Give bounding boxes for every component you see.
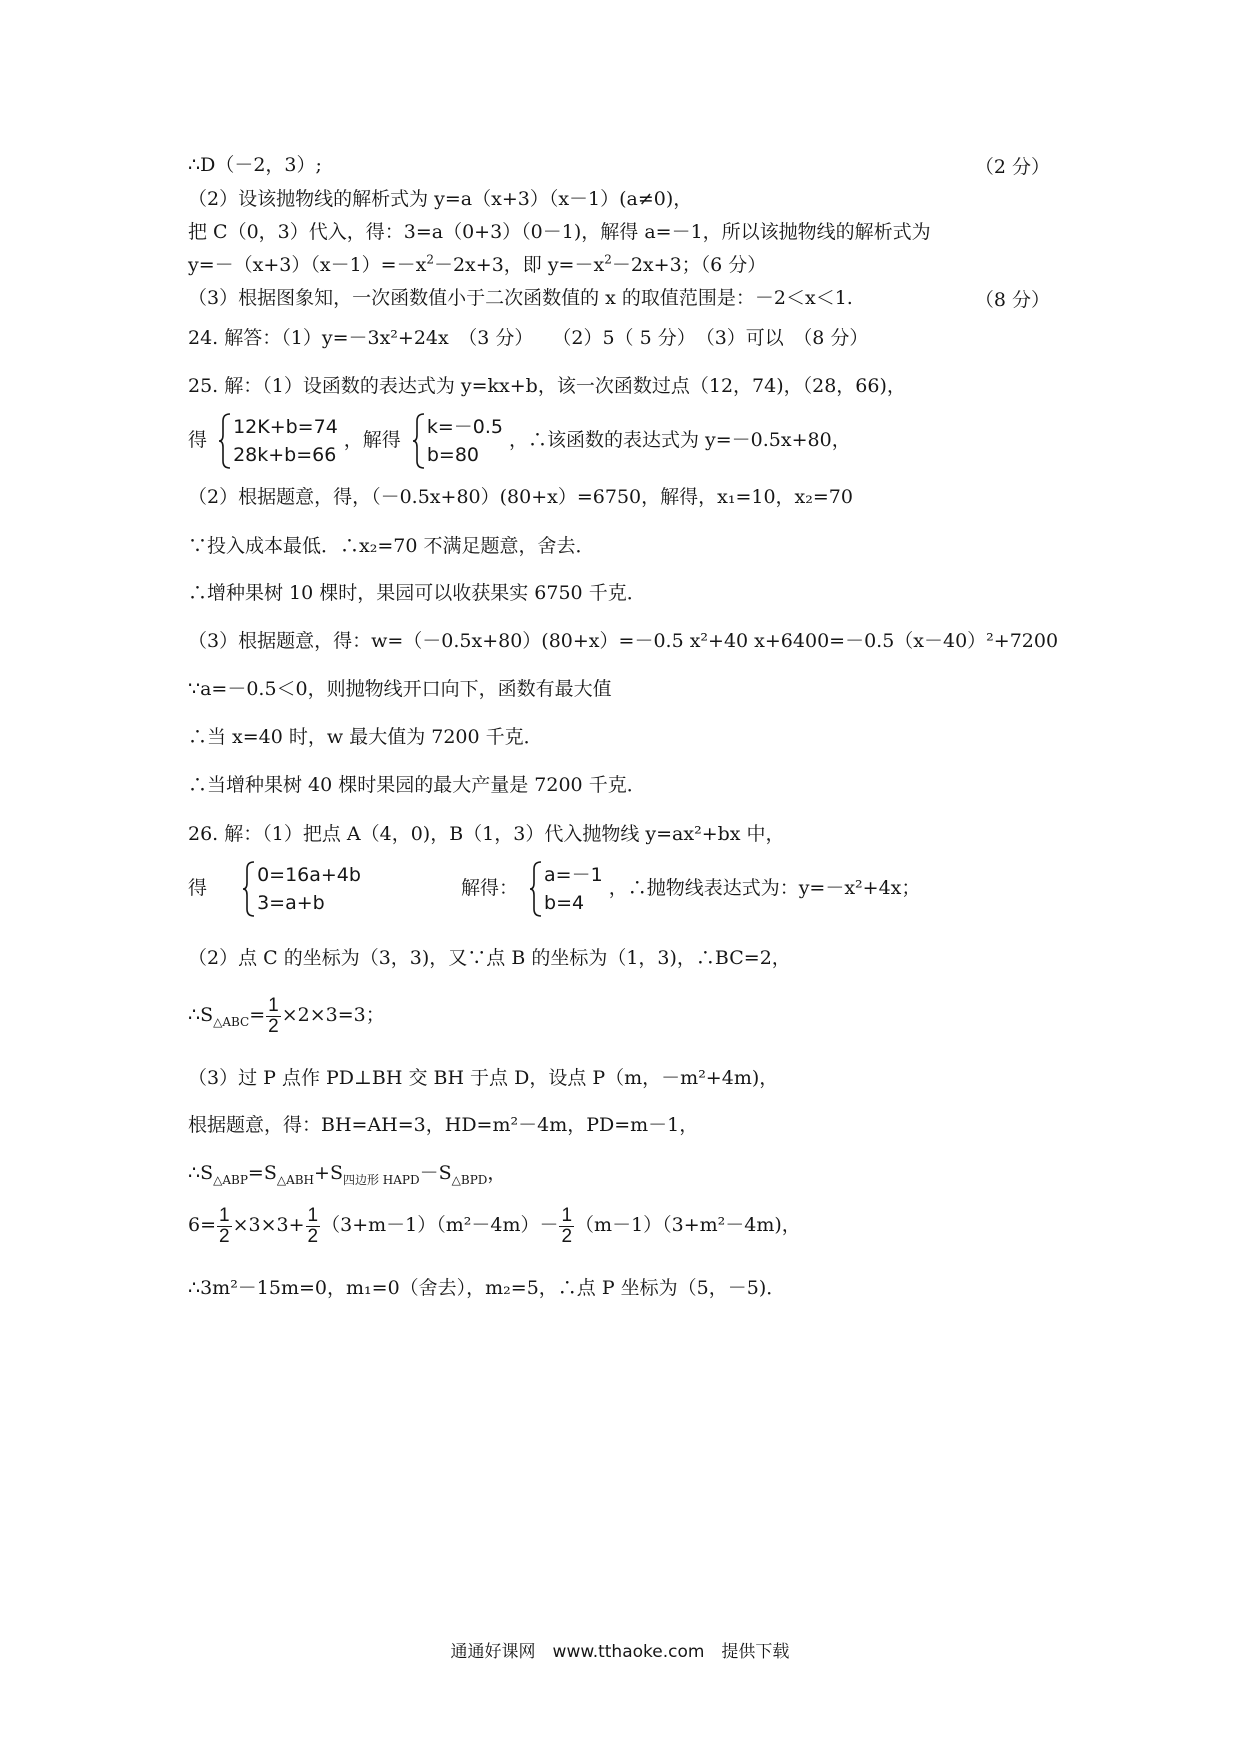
fraction <box>266 996 281 1037</box>
text: ∴S <box>188 1004 214 1026</box>
line-q25-final: ∴当增种果树 40 棵时果园的最大产量是 7200 千克． <box>188 774 646 796</box>
line-q26-3: （3）过 P 点作 PD⊥BH 交 BH 于点 D，设点 P（m，－m²+4m)， <box>188 1067 779 1089</box>
text: （3+m－1）（m²－4m）－ <box>321 1214 559 1236</box>
text: ∴D（－2，3）; <box>188 154 322 176</box>
equation-system-4 <box>530 861 603 917</box>
numerator: 1 <box>561 1204 573 1226</box>
line-q25-conclusion: ∴增种果树 10 棵时，果园可以收获果实 6750 千克． <box>188 582 646 604</box>
subscript: △ABP <box>213 1172 248 1187</box>
footer-watermark: 通通好课网 www.tthaoke.com 提供下载 <box>450 1642 790 1662</box>
brace-icon <box>243 861 255 917</box>
equation: 28k+b=66 <box>233 444 337 466</box>
text: ，解得 <box>343 429 401 451</box>
subscript: △ABC <box>213 1014 250 1029</box>
text: 6= <box>188 1214 217 1236</box>
brace-icon <box>413 413 425 469</box>
text: －S <box>419 1162 452 1184</box>
text: －2x+3；（6 分） <box>611 254 767 276</box>
line-q25-max: ∴当 x=40 时，w 最大值为 7200 千克． <box>188 726 543 748</box>
fraction <box>217 1206 232 1247</box>
equation: a=－1 <box>544 864 603 886</box>
text: = <box>249 1004 266 1026</box>
equation: b=80 <box>426 444 480 466</box>
line-parabola-result <box>188 252 766 278</box>
denominator: 2 <box>219 1225 230 1247</box>
fraction <box>306 1206 321 1247</box>
score-8: （8 分） <box>974 289 1050 311</box>
line-range: （3）根据图象知，一次函数值小于二次函数值的 x 的取值范围是：－2＜x＜1. <box>188 287 853 309</box>
line-q26-area-sum <box>188 1160 506 1186</box>
line-q25-reject: ∵投入成本最低．∴x₂=70 不满足题意，舍去． <box>188 535 595 557</box>
denominator: 2 <box>307 1225 319 1247</box>
superscript: 2 <box>604 252 612 267</box>
superscript: 2 <box>426 252 434 267</box>
line-d-point <box>188 152 322 178</box>
line-q26-2: （2）点 C 的坐标为（3，3)，又∵点 B 的坐标为（1，3)，∴BC=2， <box>188 947 791 969</box>
text: 得 <box>188 429 208 451</box>
text: ×3×3+ <box>232 1214 305 1236</box>
line-q26-system <box>188 858 920 918</box>
score-2: （2 分） <box>974 156 1050 178</box>
text: ， <box>487 1162 507 1184</box>
line-q26-equation <box>188 1200 801 1250</box>
subscript: 四边形 HAPD <box>342 1172 420 1187</box>
numerator: 1 <box>219 1204 230 1226</box>
text: y=－（x+3）（x－1）=－x <box>188 254 427 276</box>
denominator: 2 <box>561 1225 573 1247</box>
text: －2x+3，即 y=－x <box>433 254 605 276</box>
text: 得 <box>188 877 208 899</box>
subscript: △BPD <box>451 1172 488 1187</box>
text: 解得： <box>460 877 518 899</box>
equation-system-1 <box>219 413 338 469</box>
text: （m－1）（3+m²－4m)， <box>575 1214 801 1236</box>
line-q26-intro: 26. 解：（1）把点 A（4，0)，B（1，3）代入抛物线 y=ax²+bx 中， <box>188 823 785 845</box>
line-q26-final: ∴3m²－15m=0，m₁=0（舍去），m₂=5，∴点 P 坐标为（5，－5)． <box>188 1277 786 1299</box>
text: ，∴抛物线表达式为：y=－x²+4x； <box>608 877 921 899</box>
text: ×2×3=3； <box>281 1004 385 1026</box>
text: ∴S <box>188 1162 214 1184</box>
line-parabola-form: （2）设该抛物线的解析式为 y=a（x+3）（x－1）(a≠0)， <box>188 188 693 210</box>
equation: 0=16a+4b <box>257 864 361 886</box>
equation: 12K+b=74 <box>233 416 338 438</box>
equation-system-2 <box>413 413 503 469</box>
text: +S <box>314 1162 343 1184</box>
subscript: △ABH <box>276 1172 315 1187</box>
line-q25-intro: 25. 解：（1）设函数的表达式为 y=kx+b，该一次函数过点（12，74)，（28，66)， <box>188 375 906 397</box>
text: ，∴该函数的表达式为 y=－0.5x+80， <box>508 429 851 451</box>
line-q26-lengths: 根据题意，得：BH=AH=3，HD=m²－4m，PD=m－1， <box>188 1114 699 1136</box>
line-q25-system <box>188 410 851 470</box>
line-q25-2: （2）根据题意，得，（－0.5x+80）(80+x）=6750，解得，x₁=10，x₂=70 <box>188 486 853 508</box>
denominator: 2 <box>268 1015 279 1037</box>
numerator: 1 <box>307 1204 319 1226</box>
line-q24: 24. 解答：（1）y=－3x²+24x （3 分） （2）5（ 5 分） （3）可以 （8 分） <box>188 327 869 349</box>
brace-icon <box>530 861 542 917</box>
line-q26-area <box>188 990 385 1040</box>
fraction <box>559 1206 574 1247</box>
equation: 3=a+b <box>257 892 325 914</box>
line-substitute-c: 把 C（0，3）代入，得：3=a（0+3）（0－1)，解得 a=－1，所以该抛物线的解析式为 <box>188 221 931 243</box>
line-q25-a: ∵a=－0.5＜0，则抛物线开口向下，函数有最大值 <box>188 678 612 700</box>
text: =S <box>247 1162 277 1184</box>
numerator: 1 <box>268 994 279 1016</box>
equation-system-3 <box>243 861 361 917</box>
equation: k=－0.5 <box>426 416 503 438</box>
equation: b=4 <box>544 892 585 914</box>
brace-icon <box>219 413 231 469</box>
line-q25-3: （3）根据题意，得：w=（－0.5x+80）(80+x）=－0.5 x²+40 x+6400=－0.5（x－40）²+7200 <box>188 630 1059 652</box>
